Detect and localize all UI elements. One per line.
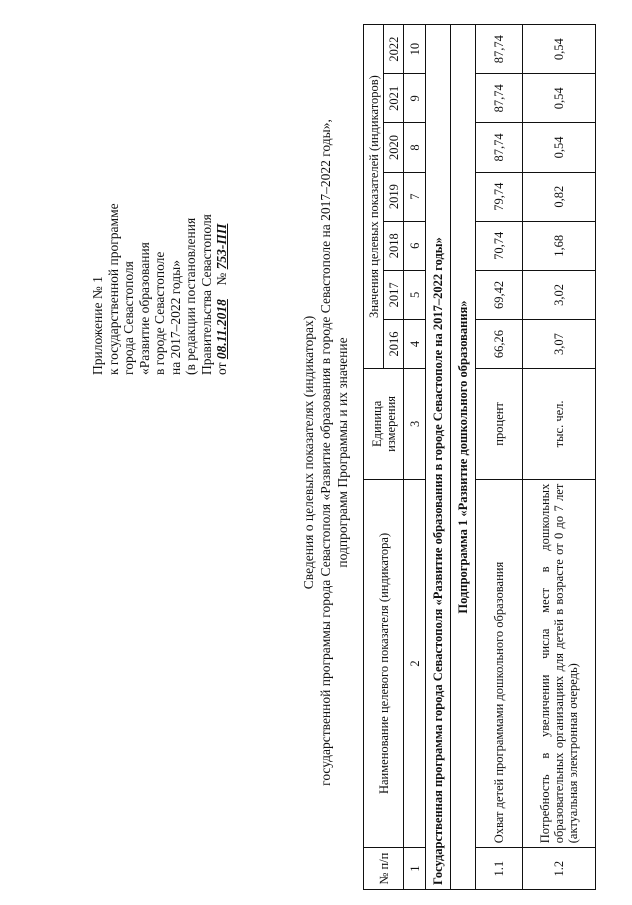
row-unit: тыс. чел.: [523, 369, 596, 480]
row-value: 66,26: [476, 319, 523, 368]
handwritten-date: 08.11.2018: [214, 299, 229, 360]
column-number: 8: [404, 123, 426, 172]
header-year: 2020: [384, 123, 404, 172]
appendix-date-line: [214, 75, 230, 375]
column-number: 2: [404, 479, 426, 848]
column-number: 7: [404, 172, 426, 221]
row-num: 1.1: [476, 848, 523, 890]
row-unit: процент: [476, 369, 523, 480]
row-value: 0,54: [523, 123, 596, 172]
header-name: Наименование целевого показателя (индикатора): [364, 479, 404, 848]
row-num: 1.2: [523, 848, 596, 890]
row-indicator-name: Потребность в увеличении числа мест в дошкольных образовательных организациях для детей в возрасте от 0 до 7 лет (актуальная электронная очередь): [523, 479, 596, 848]
caption-line-2: государственной программы города Севастополя «Развитие образования в городе Севастополе на 2017–2022 годы»,: [318, 119, 333, 786]
header-year: 2022: [384, 25, 404, 74]
column-number: 9: [404, 74, 426, 123]
column-number: 1: [404, 848, 426, 890]
row-value: 0,54: [523, 25, 596, 74]
number-prefix: №: [214, 272, 229, 286]
header-year: 2016: [384, 319, 404, 368]
program-title-row: Государственная программа города Севастополя «Развитие образования в городе Севастополе на 2017–2022 годы»: [426, 25, 451, 890]
appendix-line: (в редакции постановления: [183, 217, 198, 375]
row-value: 79,74: [476, 172, 523, 221]
handwritten-number: 753-ПП: [214, 223, 229, 270]
table-row: [476, 25, 523, 890]
appendix-line: Правительства Севастополя: [198, 214, 214, 375]
appendix-line: в городе Севастополе: [152, 251, 167, 375]
header-year: 2021: [384, 74, 404, 123]
appendix-header: [90, 75, 230, 375]
row-value: 70,74: [476, 221, 523, 270]
appendix-line: «Развитие образования: [136, 242, 152, 375]
row-value: 3,07: [523, 319, 596, 368]
caption-line-3: подпрограмм Программы и их значение: [335, 337, 350, 568]
caption-line-1: Сведения о целевых показателях (индикаторах): [301, 315, 316, 590]
header-unit: Единица измерения: [364, 369, 404, 480]
row-value: 69,42: [476, 270, 523, 319]
row-value: 1,68: [523, 221, 596, 270]
column-number: 3: [404, 369, 426, 480]
header-year: 2019: [384, 172, 404, 221]
header-year: 2017: [384, 270, 404, 319]
subprogram-title-row: Подпрограмма 1 «Развитие дошкольного образования»: [451, 25, 476, 890]
date-prefix: от: [214, 362, 229, 375]
appendix-line: Приложение № 1: [90, 276, 105, 375]
row-indicator-name: Охват детей программами дошкольного образования: [476, 479, 523, 848]
row-value: 0,82: [523, 172, 596, 221]
appendix-line: к государственной программе: [105, 203, 121, 375]
header-num: № п/п: [364, 848, 404, 890]
header-values-group: Значения целевых показателей (индикаторов): [364, 25, 384, 369]
column-number: 4: [404, 319, 426, 368]
table-row: [523, 25, 596, 890]
table-caption: [300, 20, 351, 885]
row-value: 87,74: [476, 123, 523, 172]
indicators-table: [363, 24, 596, 890]
row-value: 87,74: [476, 74, 523, 123]
row-value: 0,54: [523, 74, 596, 123]
appendix-line: города Севастополя: [121, 261, 136, 375]
column-number: 6: [404, 221, 426, 270]
header-year: 2018: [384, 221, 404, 270]
row-value: 3,02: [523, 270, 596, 319]
column-number: 5: [404, 270, 426, 319]
row-value: 87,74: [476, 25, 523, 74]
column-number: 10: [404, 25, 426, 74]
appendix-line: на 2017–2022 годы»: [167, 260, 183, 375]
